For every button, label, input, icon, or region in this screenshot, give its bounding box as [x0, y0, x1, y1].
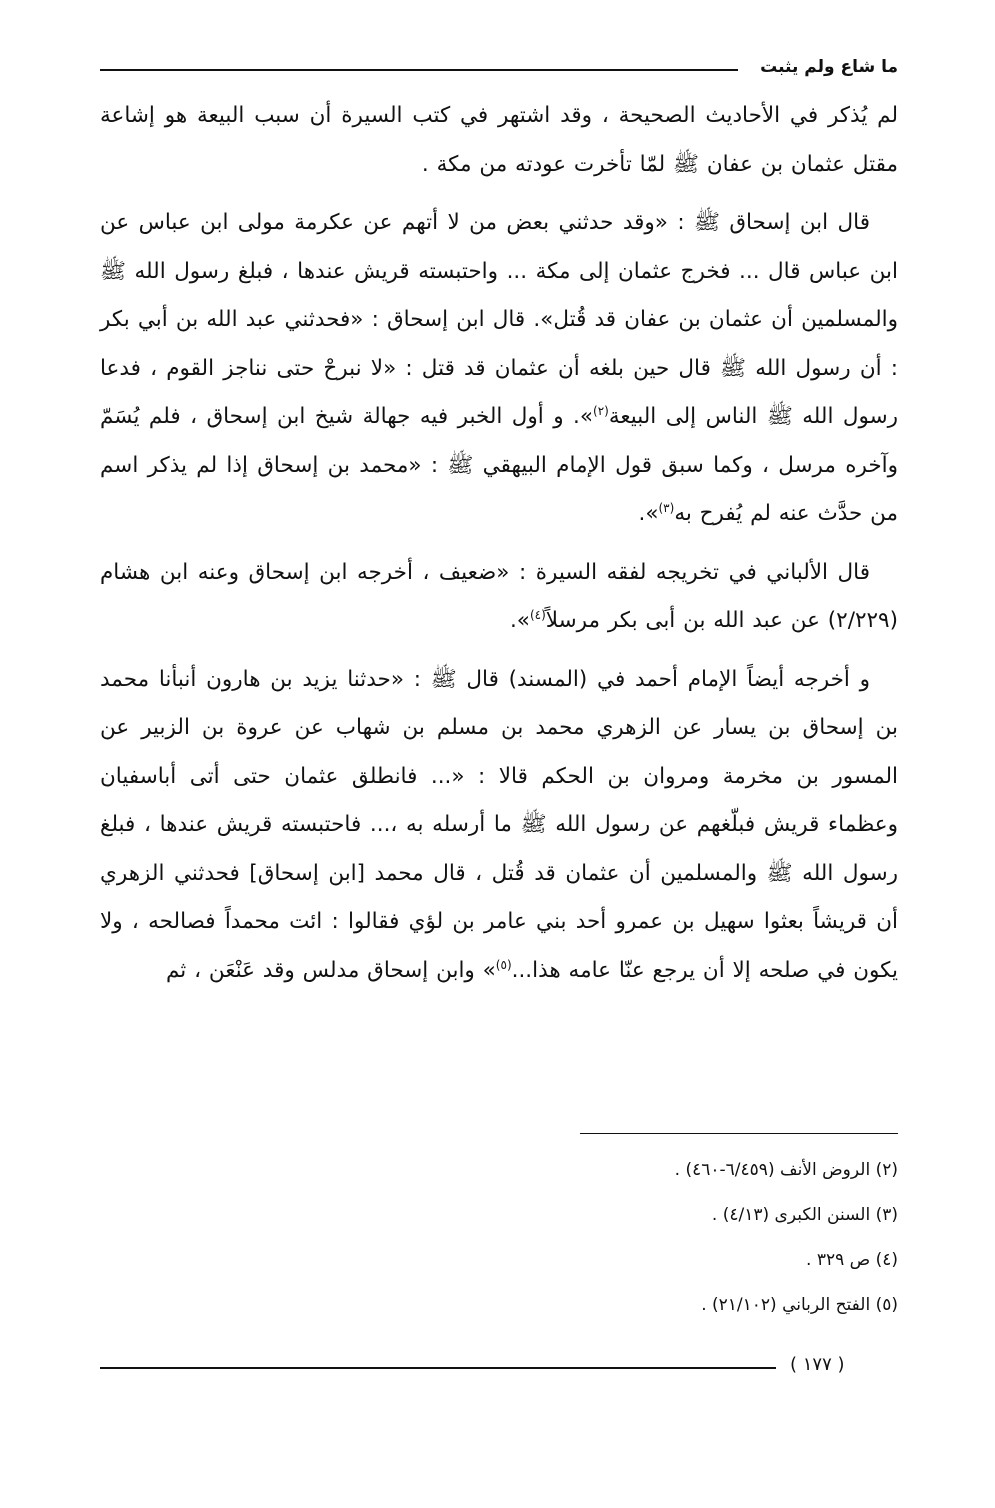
- footer-rule: [100, 1367, 776, 1369]
- paragraph-3-text-cont: ».: [509, 608, 530, 633]
- paragraph-2-text: قال ابن إسحاق ﷺ : «وقد حدثني بعض من لا أتهم عن عكرمة مولى ابن عباس عن ابن عباس قال ... فخرج عثمان إلى مكة ... واحتبسته قريش عندها ، فبلغ رسول الله ﷺ والمسلمين أن عثمان بن عفان قد قُتل». قال ابن إسحاق : «فحدثني عبد الله بن أبي بكر : أن رسول الله ﷺ قال حين بلغه أن عثمان قد قتل : «لا نبرحْ حتى نناجز القوم ، فدعا رسول الله ﷺ الناس إلى البيعة: [100, 210, 898, 429]
- header-rule: [100, 69, 738, 71]
- footnotes: [298, 1148, 898, 1328]
- paragraph-3: [100, 549, 898, 646]
- footnote-4: (٤) ص ٣٢٩ .: [806, 1250, 898, 1270]
- paragraph-3-text: قال الألباني في تخريجه لفقه السيرة : «ضعيف ، أخرجه ابن إسحاق وعنه ابن هشام (٢/٢٢٩) عن عبد الله بن أبى بكر مرسلاً: [100, 559, 898, 633]
- paragraph-4: [100, 656, 898, 996]
- page-footer: [100, 1350, 898, 1380]
- running-header-title: ما شاع ولم يثبت: [760, 57, 898, 77]
- footnote-5: (٥) الفتح الرباني (٢١/١٠٢) .: [701, 1295, 898, 1315]
- footnote-2: (٢) الروض الأنف (٦/٤٥٩-٤٦٠) .: [674, 1160, 898, 1180]
- body-text: [100, 92, 898, 995]
- footnote-ref-3[interactable]: (٣): [658, 500, 675, 515]
- footnote-3: (٣) السنن الكبرى (٤/١٣) .: [711, 1205, 898, 1225]
- paragraph-2: [100, 199, 898, 539]
- footnote-ref-2[interactable]: (٢): [593, 403, 609, 418]
- footnote-ref-4[interactable]: (٤): [529, 607, 546, 622]
- paragraph-1-text: لم يُذكر في الأحاديث الصحيحة ، وقد اشتهر في كتب السيرة أن سبب البيعة هو إشاعة مقتل عثمان بن عفان ﷺ لمّا تأخرت عودته من مكة .: [100, 103, 898, 177]
- paragraph-2-text-end: ».: [638, 501, 659, 526]
- paragraph-4-text-cont: » وابن إسحاق مدلس وقد عَنْعَن ، ثم: [166, 957, 496, 983]
- footnote-ref-5[interactable]: (٥): [495, 957, 512, 972]
- paragraph-1: [100, 92, 898, 189]
- running-header: [100, 52, 898, 82]
- page-number: ( ١٧٧ ): [790, 1354, 845, 1375]
- footnote-separator: [580, 1133, 898, 1134]
- paragraph-4-text: و أخرجه أيضاً الإمام أحمد في (المسند) قال ﷺ : «حدثنا يزيد بن هارون أنبأنا محمد بن إسحاق بن يسار عن الزهري محمد بن مسلم بن شهاب عن عروة بن الزبير عن المسور بن مخرمة ومروان بن الحكم قالا : «... فانطلق عثمان حتى أتى أباسفيان وعظماء قريش فبلّغهم عن رسول الله ﷺ ما أرسله به ،... فاحتبسته قريش عندها ، فبلغ رسول الله ﷺ والمسلمين أن عثمان قد قُتل ، قال محمد [ابن إسحاق] فحدثني الزهري أن قريشاً بعثوا سهيل بن عمرو أحد بني عامر بن لؤي فقالوا : ائت محمداً فصالحه ، ولا يكون في صلحه إلا أن يرجع عنّا عامه هذا...: [100, 666, 898, 983]
- paragraph-2-text-cont: ». و أول الخبر فيه جهالة شيخ ابن إسحاق ، فلم يُسَمّ وآخره مرسل ، وكما سبق قول الإمام البيهقي ﷺ : «محمد بن إسحاق إذا لم يذكر اسم من حدَّث عنه لم يُفرح به: [100, 404, 898, 526]
